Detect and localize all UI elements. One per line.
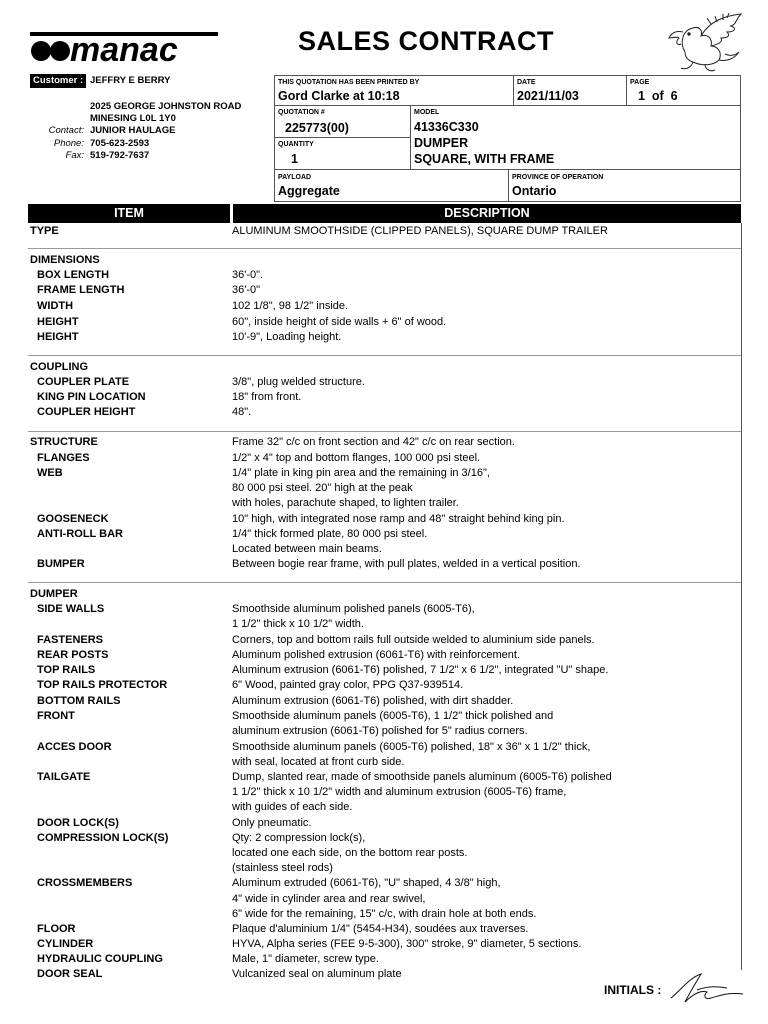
spec-description: Between bogie rear frame, with pull plates, welded in a vertical position. [232, 558, 581, 570]
page-cell [626, 75, 741, 106]
spec-description: Only pneumatic. [232, 817, 312, 829]
spec-item-label: HYDRAULIC COUPLING [37, 953, 163, 965]
payload-label: PAYLOAD [278, 174, 312, 181]
spec-item-label: FLANGES [37, 452, 90, 464]
province-label: PROVINCE OF OPERATION [512, 174, 604, 181]
spec-item-label: COMPRESSION LOCK(S) [37, 832, 169, 844]
phone-label: Phone: [53, 138, 84, 149]
spec-item-label: TOP RAILS PROTECTOR [37, 679, 168, 691]
spec-description: with holes, parachute shaped, to lighten trailer. [232, 497, 459, 509]
spec-description: Aluminum extruded (6061-T6), "U" shaped, 4 3/8" high, [232, 877, 501, 889]
column-header-description: DESCRIPTION [444, 206, 530, 220]
spec-description: 6" wide for the remaining, 15" c/c, with drain hole at both ends. [232, 908, 537, 920]
spec-description: 6" Wood, painted gray color, PPG Q37-939514. [232, 679, 464, 691]
customer-name: JEFFRY E BERRY [90, 75, 171, 86]
spec-description: with guides of each side. [232, 801, 353, 813]
spec-item-label: WIDTH [37, 300, 74, 312]
manac-logo [30, 30, 220, 66]
spec-item-label: SIDE WALLS [37, 603, 105, 615]
quotation-value: 225773(00) [285, 121, 349, 135]
spec-item-label: BOTTOM RAILS [37, 695, 121, 707]
spec-description: 10" high, with integrated nose ramp and 48" straight behind king pin. [232, 513, 565, 525]
spec-item-label: TOP RAILS [37, 664, 96, 676]
payload-cell [274, 169, 509, 202]
spec-description: Dump, slanted rear, made of smoothside panels aluminum (6005-T6) polished [232, 771, 612, 783]
spec-description: Smoothside aluminum polished panels (6005-T6), [232, 603, 475, 615]
griffin-emblem-icon [665, 12, 747, 74]
spec-description: located one each side, on the bottom rear posts. [232, 847, 468, 859]
initials-signature [667, 970, 747, 1006]
date-value: 2021/11/03 [517, 89, 579, 103]
province-cell [508, 169, 741, 202]
section-heading: STRUCTURE [30, 436, 98, 448]
quantity-cell [274, 137, 411, 170]
date-label: DATE [517, 79, 536, 86]
spec-item-label: DOOR SEAL [37, 968, 103, 980]
spec-description: 1/2" x 4" top and bottom flanges, 100 000 psi steel. [232, 452, 481, 464]
spec-description: 1 1/2" thick x 10 1/2" width. [232, 618, 364, 630]
spec-description: HYVA, Alpha series (FEE 9-5-300), 300" stroke, 9" diameter, 5 sections. [232, 938, 582, 950]
spec-description: 36'-0". [232, 269, 264, 281]
spec-description: 1/4" thick formed plate, 80 000 psi steel. [232, 528, 428, 540]
contact-label: Contact: [48, 125, 84, 136]
spec-description: Frame 32" c/c on front section and 42" c/c on rear section. [232, 436, 515, 448]
spec-description: aluminum extrusion (6061-T6) polished for 5" radius corners. [232, 725, 528, 737]
quotation-cell [274, 105, 411, 138]
spec-item-label: COUPLER PLATE [37, 376, 130, 388]
spec-description: 80 000 psi steel. 20" high at the peak [232, 482, 413, 494]
brand-wordmark: manac [70, 31, 178, 66]
model-cell [410, 105, 741, 170]
spec-description: 48". [232, 406, 252, 418]
customer-address-line1: 2025 GEORGE JOHNSTON ROAD [90, 101, 242, 112]
spec-item-label: KING PIN LOCATION [37, 391, 146, 403]
section-heading: DUMPER [30, 588, 78, 600]
printed-by-cell [274, 75, 514, 106]
spec-item-label: WEB [37, 467, 63, 479]
customer-address-line2: MINESING L0L 1Y0 [90, 113, 176, 124]
spec-description: 18" from front. [232, 391, 302, 403]
spec-item-label: CYLINDER [37, 938, 94, 950]
spec-item-label: HEIGHT [37, 331, 79, 343]
province-value: Ontario [512, 184, 557, 198]
spec-description: with seal, located at front curb side. [232, 756, 405, 768]
page-value: 1 of 6 [638, 89, 678, 103]
quotation-label: QUOTATION # [278, 109, 325, 116]
spec-item-label: BUMPER [37, 558, 85, 570]
spec-description: 1/4" plate in king pin area and the remaining in 3/16", [232, 467, 490, 479]
spec-description: 4" wide in cylinder area and rear swivel, [232, 893, 426, 905]
printed-by-label: THIS QUOTATION HAS BEEN PRINTED BY [278, 79, 420, 86]
spec-description: 102 1/8", 98 1/2" inside. [232, 300, 349, 312]
model-label: MODEL [414, 109, 440, 116]
model-number: 41336C330 [414, 120, 479, 134]
table-right-border [741, 223, 742, 970]
spec-description: Aluminum extrusion (6061-T6) polished, 7 1/2" x 6 1/2", integrated "U" shape. [232, 664, 609, 676]
spec-description: Smoothside aluminum panels (6005-T6), 1 1/2" thick polished and [232, 710, 554, 722]
quantity-label: QUANTITY [278, 141, 314, 148]
section-heading: DIMENSIONS [30, 254, 100, 266]
payload-value: Aggregate [278, 184, 340, 198]
spec-description: Aluminum polished extrusion (6061-T6) with reinforcement. [232, 649, 520, 661]
spec-item-label: FLOOR [37, 923, 76, 935]
spec-item-label: REAR POSTS [37, 649, 109, 661]
spec-description: Qty: 2 compression lock(s), [232, 832, 366, 844]
spec-item-label: FRAME LENGTH [37, 284, 125, 296]
spec-item-label: DOOR LOCK(S) [37, 817, 119, 829]
spec-description: Corners, top and bottom rails full outside welded to aluminium side panels. [232, 634, 595, 646]
spec-item-label: BOX LENGTH [37, 269, 110, 281]
fax-value: 519-792-7637 [90, 150, 150, 161]
date-cell [513, 75, 627, 106]
contact-value: JUNIOR HAULAGE [90, 125, 176, 136]
section-separator [28, 355, 741, 356]
section-separator [28, 248, 741, 249]
model-type: DUMPER [414, 136, 469, 150]
spec-description: Located between main beams. [232, 543, 382, 555]
section-heading: TYPE [30, 225, 59, 237]
spec-description: 10'-9", Loading height. [232, 331, 342, 343]
spec-description: Vulcanized seal on aluminum plate [232, 968, 402, 980]
spec-item-label: FRONT [37, 710, 75, 722]
section-separator [28, 431, 741, 432]
printed-by-value: Gord Clarke at 10:18 [278, 89, 400, 103]
document-title: SALES CONTRACT [298, 26, 554, 56]
spec-item-label: ANTI-ROLL BAR [37, 528, 123, 540]
section-heading: COUPLING [30, 361, 89, 373]
spec-description: 36'-0" [232, 284, 261, 296]
spec-item-label: HEIGHT [37, 316, 79, 328]
spec-item-label: ACCES DOOR [37, 741, 112, 753]
section-separator [28, 582, 741, 583]
spec-description: (stainless steel rods) [232, 862, 333, 874]
fax-label: Fax: [65, 150, 84, 161]
phone-value: 705-623-2593 [90, 138, 150, 149]
quantity-value: 1 [291, 152, 298, 166]
spec-description: ALUMINUM SMOOTHSIDE (CLIPPED PANELS), SQUARE DUMP TRAILER [232, 225, 608, 237]
spec-item-label: GOOSENECK [37, 513, 109, 525]
spec-description: Plaque d'aluminium 1/4" (5454-H34), soudées aux traverses. [232, 923, 529, 935]
page-label: PAGE [630, 79, 650, 86]
spec-description: Male, 1" diameter, screw type. [232, 953, 379, 965]
spec-item-label: TAILGATE [37, 771, 91, 783]
spec-description: Aluminum extrusion (6061-T6) polished, with dirt shadder. [232, 695, 514, 707]
spec-description: 1 1/2" thick x 10 1/2" width and aluminum extrusion (6005-T6) frame, [232, 786, 567, 798]
spec-description: 3/8", plug welded structure. [232, 376, 365, 388]
spec-item-label: CROSSMEMBERS [37, 877, 133, 889]
column-header-item: ITEM [114, 206, 144, 220]
spec-item-label: FASTENERS [37, 634, 104, 646]
model-config: SQUARE, WITH FRAME [414, 152, 555, 166]
customer-badge: Customer : [30, 74, 86, 88]
spec-description: Smoothside aluminum panels (6005-T6) polished, 18" x 36" x 1 1/2" thick, [232, 741, 591, 753]
spec-description: 60", inside height of side walls + 6" of wood. [232, 316, 447, 328]
initials-label: INITIALS : [604, 983, 662, 997]
spec-item-label: COUPLER HEIGHT [37, 406, 136, 418]
